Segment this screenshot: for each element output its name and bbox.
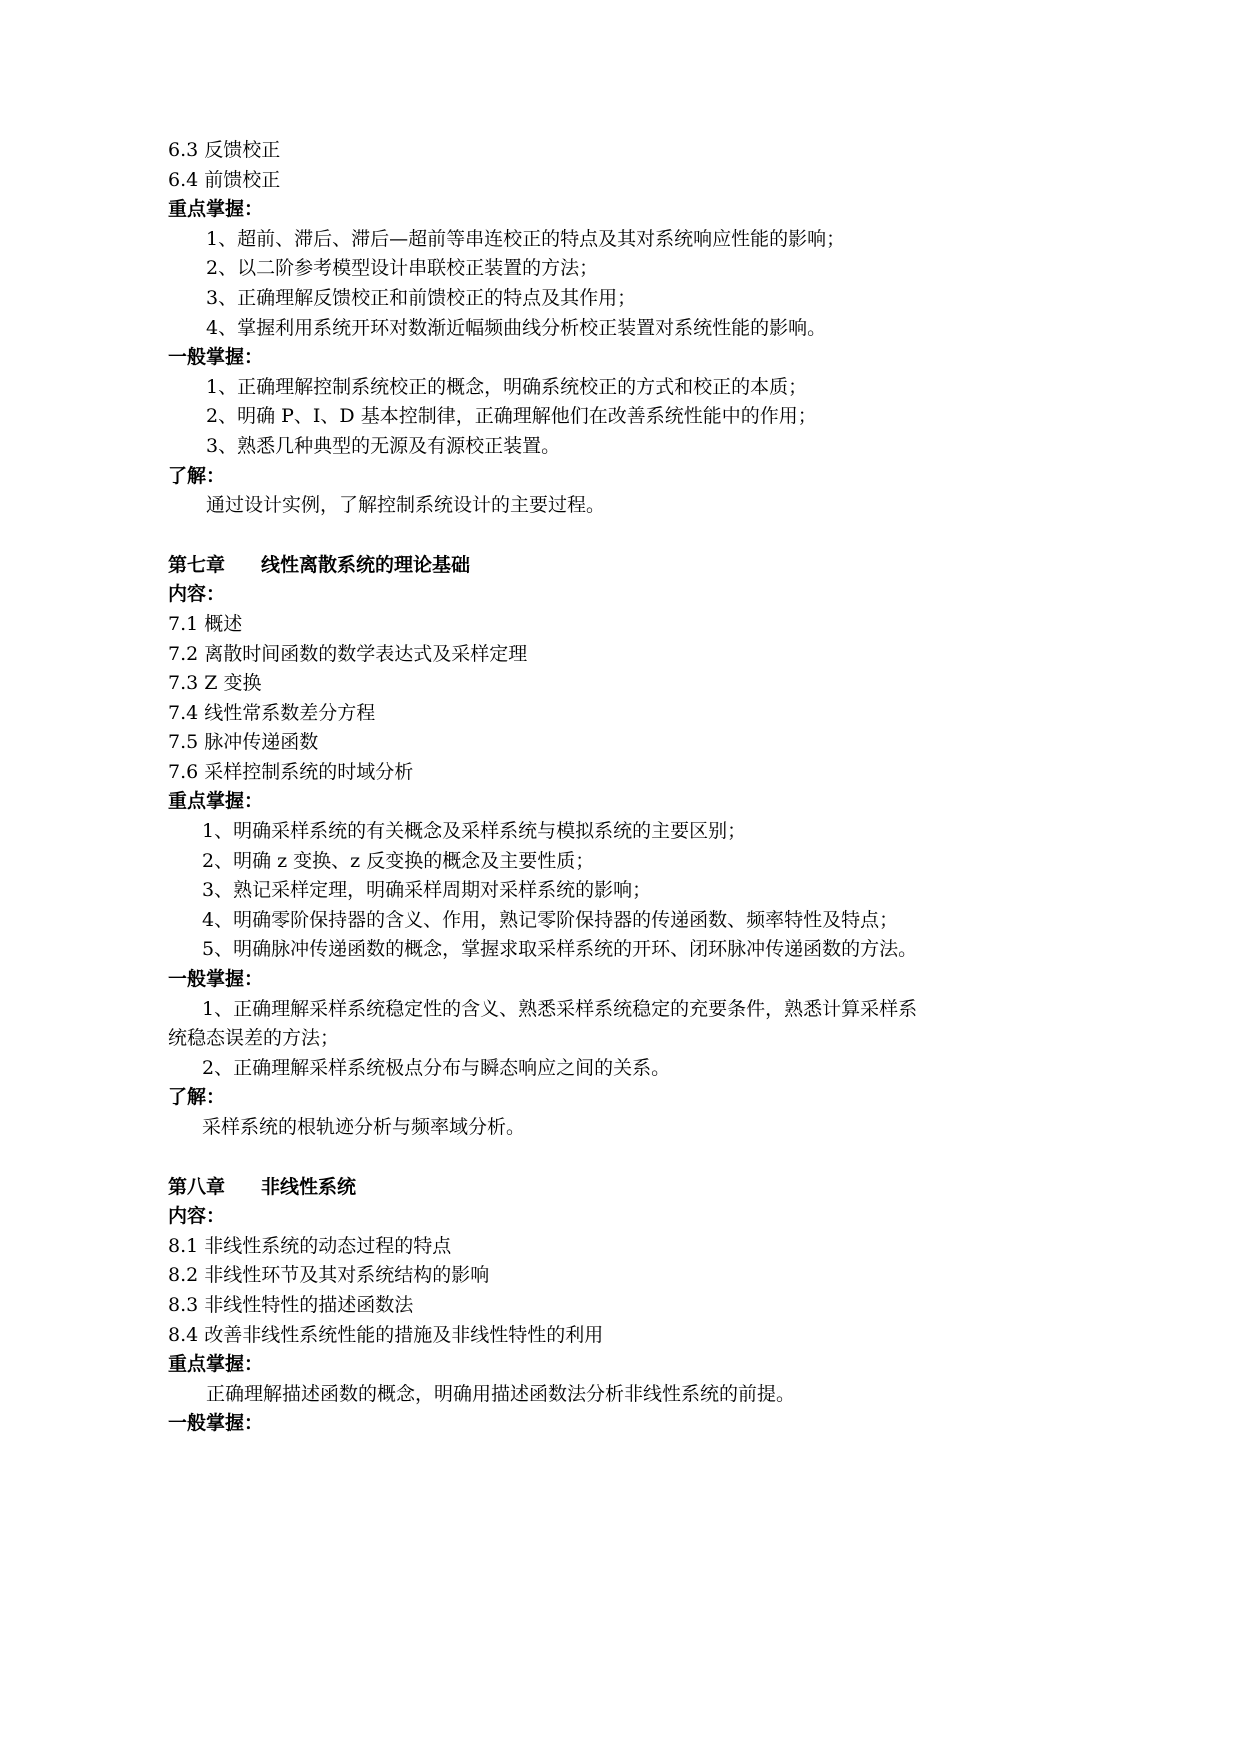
key-point: 5、明确脉冲传递函数的概念，掌握求取采样系统的开环、闭环脉冲传递函数的方法。 (202, 938, 918, 961)
understand-label: 了解： (168, 464, 226, 487)
understand-text: 采样系统的根轨迹分析与频率域分析。 (202, 1116, 526, 1138)
general-points-label: 一般掌握： (168, 1412, 264, 1435)
key-point: 2、明确 z 变换、z 反变换的概念及主要性质； (202, 849, 595, 872)
section-item: 6.3 反馈校正 (168, 139, 281, 161)
understand-text: 通过设计实例，了解控制系统设计的主要过程。 (206, 494, 606, 517)
chapter-title: 线性离散系统的理论基础 (261, 553, 471, 576)
section-item: 7.3 Z 变换 (168, 672, 262, 695)
section-item: 8.4 改善非线性系统性能的措施及非线性特性的利用 (168, 1323, 604, 1346)
chapter-number: 第八章 (168, 1175, 226, 1198)
key-point: 1、超前、滞后、滞后—超前等串连校正的特点及其对系统响应性能的影响； (206, 227, 846, 250)
section-item: 8.3 非线性特性的描述函数法 (168, 1293, 414, 1316)
general-point-continued: 统稳态误差的方法； (168, 1027, 340, 1050)
content-label: 内容： (168, 1205, 226, 1228)
general-points-label: 一般掌握： (168, 346, 264, 369)
section-item: 7.5 脉冲传递函数 (168, 731, 319, 754)
section-item: 7.6 采样控制系统的时域分析 (168, 760, 414, 783)
chapter-title: 非线性系统 (261, 1175, 357, 1198)
general-point: 1、正确理解采样系统稳定性的含义、熟悉采样系统稳定的充要条件，熟悉计算采样系 (202, 997, 918, 1020)
section-item: 7.4 线性常系数差分方程 (168, 701, 376, 724)
key-point: 2、以二阶参考模型设计串联校正装置的方法； (206, 257, 599, 280)
key-points-label: 重点掌握： (168, 198, 264, 221)
section-item: 7.2 离散时间函数的数学表达式及采样定理 (168, 642, 528, 665)
key-text: 正确理解描述函数的概念，明确用描述函数法分析非线性系统的前提。 (206, 1382, 796, 1405)
general-point: 2、正确理解采样系统极点分布与瞬态响应之间的关系。 (202, 1056, 671, 1079)
chapter-heading (168, 551, 1068, 581)
section-item: 6.4 前馈校正 (168, 168, 281, 191)
understand-label: 了解： (168, 1086, 226, 1109)
section-item: 7.1 概述 (168, 612, 243, 635)
general-point: 1、正确理解控制系统校正的概念，明确系统校正的方式和校正的本质； (206, 375, 808, 398)
key-point: 4、掌握利用系统开环对数渐近幅频曲线分析校正装置对系统性能的影响。 (206, 316, 827, 339)
section-item: 8.1 非线性系统的动态过程的特点 (168, 1234, 452, 1257)
general-point: 2、明确 P、I、D 基本控制律，正确理解他们在改善系统性能中的作用； (206, 405, 817, 428)
content-label: 内容： (168, 583, 226, 606)
section-item: 8.2 非线性环节及其对系统结构的影响 (168, 1264, 490, 1287)
key-point: 3、正确理解反馈校正和前馈校正的特点及其作用； (206, 286, 637, 309)
key-point: 1、明确采样系统的有关概念及采样系统与模拟系统的主要区别； (202, 820, 747, 843)
key-points-label: 重点掌握： (168, 790, 264, 813)
key-points-label: 重点掌握： (168, 1353, 264, 1376)
spacer (168, 521, 1068, 551)
key-point: 3、熟记采样定理，明确采样周期对采样系统的影响； (202, 879, 652, 902)
spacer (168, 1143, 1068, 1173)
general-point: 3、熟悉几种典型的无源及有源校正装置。 (206, 434, 561, 457)
chapter-heading (168, 1173, 1068, 1203)
chapter-number: 第七章 (168, 553, 226, 576)
key-point: 4、明确零阶保持器的含义、作用，熟记零阶保持器的传递函数、频率特性及特点； (202, 908, 899, 931)
general-points-label: 一般掌握： (168, 968, 264, 991)
document-page (168, 136, 1068, 1439)
